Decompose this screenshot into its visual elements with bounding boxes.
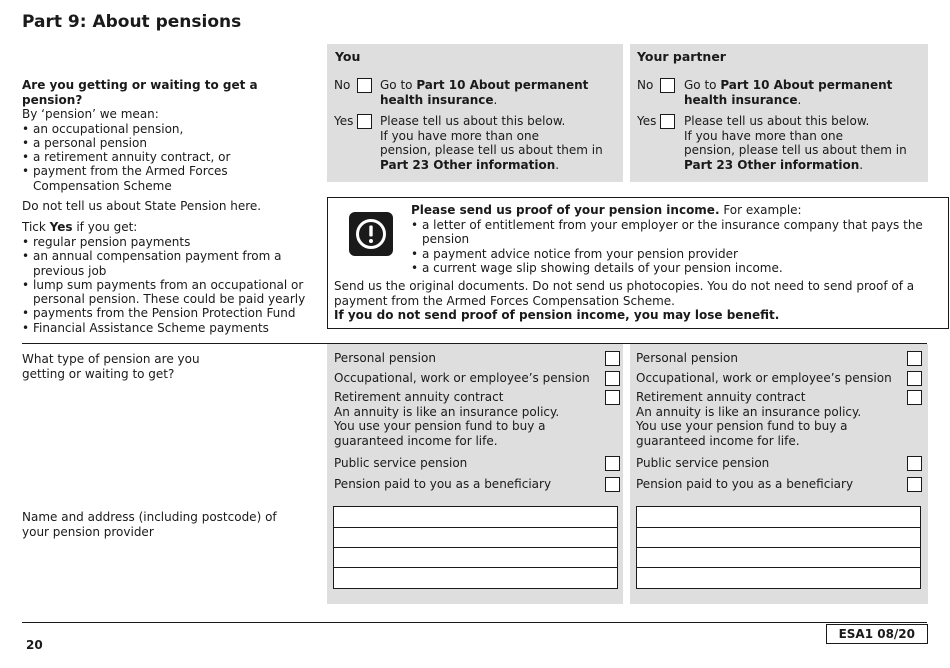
form-code: ESA1 08/20 — [826, 624, 928, 644]
pension-definition-list — [22, 122, 312, 193]
you-option-personal[interactable]: Personal pension — [334, 351, 620, 366]
proof-heading: Please send us proof of your pension income. For example: — [411, 203, 802, 217]
state-pension-note: Do not tell us about State Pension here. — [22, 198, 262, 213]
you-annuity-checkbox[interactable] — [605, 390, 620, 405]
list-item: • a letter of entitlement from your employer or the insurance company that pays the pension — [411, 218, 941, 247]
you-no-label: No — [334, 78, 351, 92]
partner-personal-checkbox[interactable] — [907, 351, 922, 366]
list-item: • an occupational pension, — [22, 122, 312, 136]
list-item: • a personal pension — [22, 136, 312, 150]
partner-annuity-checkbox[interactable] — [907, 390, 922, 405]
tick-yes-instruction: Tick Yes if you get: — [22, 220, 138, 235]
partner-answer-panel — [630, 44, 928, 182]
partner-beneficiary-checkbox[interactable] — [907, 477, 922, 492]
you-yes-instruction: Please tell us about this below. If you have more than one pension, please tell us about them in Part 23 Other information. — [380, 114, 603, 172]
partner-column-header: Your partner — [637, 49, 726, 64]
you-option-occupational[interactable]: Occupational, work or employee’s pension — [334, 371, 620, 386]
footer-divider — [22, 622, 927, 623]
list-item: • an annual compensation payment from a previous job — [22, 249, 312, 278]
proof-of-income-box — [327, 197, 949, 329]
lose-benefit-warning: If you do not send proof of pension income, you may lose benefit. — [334, 308, 780, 322]
you-provider-name-address-input[interactable] — [333, 506, 618, 589]
partner-option-occupational[interactable]: Occupational, work or employee’s pension — [636, 371, 922, 386]
partner-option-annuity[interactable]: Retirement annuity contract An annuity is like an insurance policy. You use your pension fund to buy a guaranteed income for life. — [636, 390, 922, 448]
exclamation-icon — [349, 212, 393, 256]
partner-yes-label: Yes — [637, 114, 657, 128]
list-item: • payment from the Armed Forces Compensation Scheme — [22, 164, 312, 193]
you-pension-details-panel — [327, 344, 623, 604]
partner-no-label: No — [637, 78, 654, 92]
question-intro: By ‘pension’ we mean: — [22, 107, 159, 121]
pension-provider-question: Name and address (including postcode) of your pension provider — [22, 510, 277, 539]
question-heading: Are you getting or waiting to get a pension? — [22, 78, 258, 107]
partner-public-service-checkbox[interactable] — [907, 456, 922, 471]
list-item: • payments from the Pension Protection Fund — [22, 306, 312, 320]
partner-pension-details-panel — [630, 344, 928, 604]
question-pension-status — [22, 78, 312, 335]
partner-no-checkbox[interactable] — [660, 78, 675, 93]
partner-no-instruction: Go to Part 10 About permanent health insurance. — [684, 78, 893, 107]
partner-option-personal[interactable]: Personal pension — [636, 351, 922, 366]
you-public-service-checkbox[interactable] — [605, 456, 620, 471]
partner-option-beneficiary[interactable]: Pension paid to you as a beneficiary — [636, 477, 922, 492]
you-no-instruction: Go to Part 10 About permanent health insurance. — [380, 78, 589, 107]
list-item: • a payment advice notice from your pension provider — [411, 247, 941, 261]
you-occupational-checkbox[interactable] — [605, 371, 620, 386]
list-item: • Financial Assistance Scheme payments — [22, 321, 312, 335]
partner-option-public-service[interactable]: Public service pension — [636, 456, 922, 471]
list-item: • lump sum payments from an occupational or personal pension. These could be paid yearly — [22, 278, 312, 307]
you-beneficiary-checkbox[interactable] — [605, 477, 620, 492]
proof-example-list — [411, 218, 941, 275]
you-option-beneficiary[interactable]: Pension paid to you as a beneficiary — [334, 477, 620, 492]
pension-type-question: What type of pension are you getting or waiting to get? — [22, 352, 200, 381]
you-option-public-service[interactable]: Public service pension — [334, 456, 620, 471]
you-yes-label: Yes — [334, 114, 354, 128]
partner-yes-instruction: Please tell us about this below. If you have more than one pension, please tell us about them in Part 23 Other information. — [684, 114, 907, 172]
partner-provider-name-address-input[interactable] — [636, 506, 921, 589]
page-title: Part 9: About pensions — [22, 12, 242, 32]
you-answer-panel — [327, 44, 623, 182]
you-option-annuity[interactable]: Retirement annuity contract An annuity is like an insurance policy. You use your pension fund to buy a guaranteed income for life. — [334, 390, 620, 448]
partner-yes-checkbox[interactable] — [660, 114, 675, 129]
tick-yes-list — [22, 235, 312, 335]
partner-occupational-checkbox[interactable] — [907, 371, 922, 386]
you-column-header: You — [335, 49, 361, 64]
you-yes-checkbox[interactable] — [357, 114, 372, 129]
list-item: • regular pension payments — [22, 235, 312, 249]
page-number: 20 — [26, 638, 43, 652]
proof-documents-note: Send us the original documents. Do not send us photocopies. You do not need to send proof of a payment from the Armed Forces Compensation Scheme. — [334, 279, 915, 308]
list-item: • a current wage slip showing details of your pension income. — [411, 261, 941, 275]
you-no-checkbox[interactable] — [357, 78, 372, 93]
you-personal-checkbox[interactable] — [605, 351, 620, 366]
list-item: • a retirement annuity contract, or — [22, 150, 312, 164]
